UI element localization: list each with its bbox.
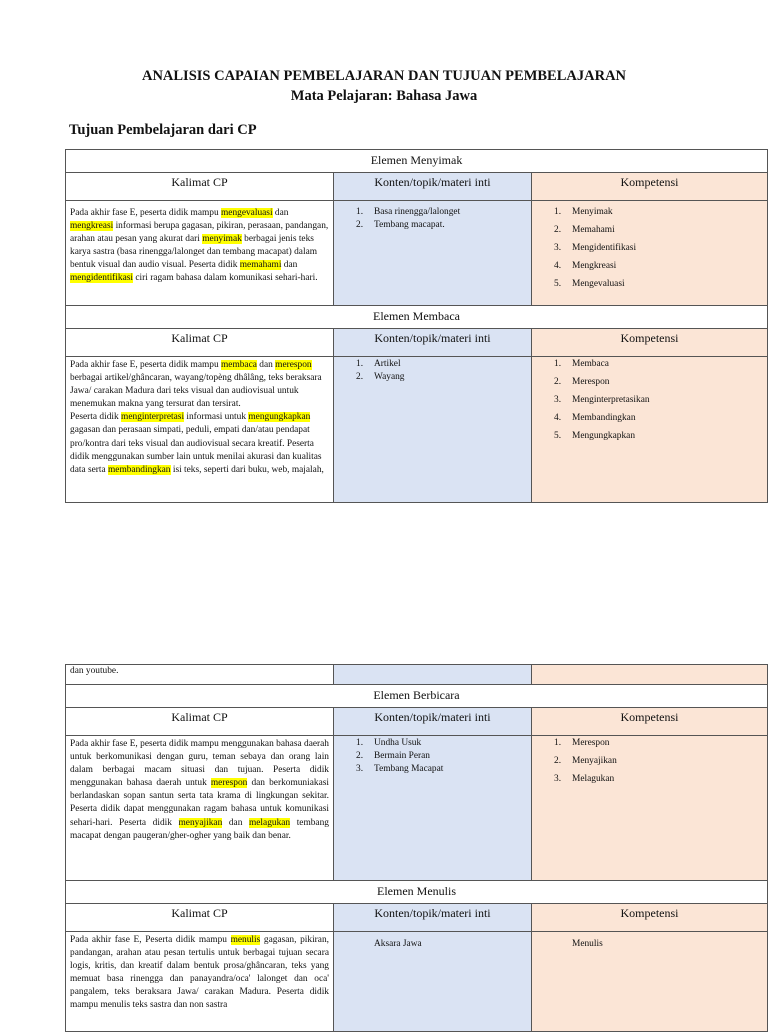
highlight: merespon xyxy=(210,778,248,789)
highlight: melagukan xyxy=(248,817,291,828)
header-kompetensi: Kompetensi xyxy=(532,708,768,736)
konten-membaca xyxy=(334,357,532,503)
list-item: 5. Mengevaluasi xyxy=(554,279,625,290)
header-kompetensi: Kompetensi xyxy=(532,904,768,932)
header-kalimat-cp: Kalimat CP xyxy=(66,329,334,357)
list-item: 1. Artikel xyxy=(356,359,401,369)
list-item: 1. Merespon xyxy=(554,738,610,748)
list-item: 3. Melagukan xyxy=(554,774,615,785)
list-item: 2. Wayang xyxy=(356,372,405,383)
document-title: ANALISIS CAPAIAN PEMBELAJARAN DAN TUJUAN PEMBELAJARAN xyxy=(141,68,627,84)
highlight: membandingkan xyxy=(108,464,171,475)
list-item: 2. Merespon xyxy=(554,377,610,388)
element-title-membaca: Elemen Membaca xyxy=(66,306,768,329)
header-konten: Konten/topik/materi inti xyxy=(334,708,532,736)
cp-table-page-1 xyxy=(65,149,768,503)
kompetensi-berbicara xyxy=(532,736,768,881)
list-item: 2. Memahami xyxy=(554,225,615,236)
highlight: merespon xyxy=(275,360,312,370)
element-title-berbicara: Elemen Berbicara xyxy=(66,685,768,708)
list-item: 2. Bermain Peran xyxy=(356,751,430,762)
cp-text-menulis: Pada akhir fase E, Peserta didik mampu menulis gagasan, pikiran, pandangan, arahan atau pesan tertulis untuk berbagai tujuan secara logis, kritis, dan kreatif dalam bentuk prosa/ghâncaran, teks yang memuat basa rinengga dan panayandra/oca' lalonget dan oca' pangalem, teks beraksara Jawa/ carakan Madura. Peserta didik mampu menulis teks sastra dan non sastra xyxy=(66,932,334,1032)
cp-text-membaca: Pada akhir fase E, peserta didik mampu membaca dan merespon berbagai artikel/ghâncaran, wayang/topèng dhâlâng, teks beraksara Jawa/ carakan Madura dari teks visual dan audiovisual untuk menemukan makna yang tersurat dan tersirat. Peserta didik menginterpretasi informasi untuk mengungkapkan gagasan dan perasaan simpati, peduli, empati dan/atau pendapat pro/kontra dari teks visual dan audiovisual secara kreatif. Peserta didik menggunakan sumber lain untuk menilai akurasi dan kualitas data serta membandingkan isi teks, seperti dari buku, web, majalah, xyxy=(66,357,334,503)
kompetensi-menyimak xyxy=(532,201,768,306)
list-item: 2. Menyajikan xyxy=(554,756,617,767)
kompetensi-membaca-continued xyxy=(532,665,768,685)
highlight: mengungkapkan xyxy=(248,412,311,423)
list-item: 1. Undha Usuk xyxy=(356,738,422,748)
highlight: mengidentifikasi xyxy=(70,273,134,284)
header-kompetensi: Kompetensi xyxy=(532,329,768,357)
cp-text-berbicara: Pada akhir fase E, peserta didik mampu menggunakan bahasa daerah untuk berkomunikasi dengan guru, teman sebaya dan orang lain dalam berbagai macam situasi dan tujuan. Peserta didik menggunakan bahasa daerah untuk merespon dan berkomuniakasi berlandaskan sopan santun serta tata krama di lingkungan sekitar. Peserta didik dapat menggunakan ragam bahasa untuk komunikasi sehari-hari. Peserta didik menyajikan dan melagukan tembang macapat dengan paugeran/gher-ogher yang baik dan benar. xyxy=(66,736,334,881)
element-title-menulis: Elemen Menulis xyxy=(66,881,768,904)
list-item: 1. Menyimak xyxy=(554,207,613,217)
list-item: 4. Membandingkan xyxy=(554,413,636,424)
cp-text-menyimak: Pada akhir fase E, peserta didik mampu mengevaluasi dan mengkreasi informasi berupa gagasan, pikiran, perasaan, pandangan, arahan atau pesan yang akurat dari menyimak berbagai jenis teks karya sastra (basa rinengga/lalonget dan tembang macapat) dalam bentuk visual dan audio visual. Peserta didik memahami dan mengidentifikasi ciri ragam bahasa dalam komunikasi sehari-hari. xyxy=(66,201,334,306)
list-item: 3. Tembang Macapat xyxy=(356,764,444,775)
list-item: 4. Mengkreasi xyxy=(554,261,617,272)
document-subtitle: Mata Pelajaran: Bahasa Jawa xyxy=(290,88,478,104)
element-title-menyimak: Elemen Menyimak xyxy=(66,150,768,173)
konten-menyimak xyxy=(334,201,532,306)
header-konten: Konten/topik/materi inti xyxy=(334,904,532,932)
header-kalimat-cp: Kalimat CP xyxy=(66,708,334,736)
list-item: 1. Basa rinengga/lalonget xyxy=(356,207,461,217)
highlight: menginterpretasi xyxy=(121,412,185,423)
konten-menulis: Aksara Jawa xyxy=(334,932,532,1032)
kompetensi-membaca xyxy=(532,357,768,503)
konten-berbicara xyxy=(334,736,532,881)
header-kompetensi: Kompetensi xyxy=(532,173,768,201)
header-konten: Konten/topik/materi inti xyxy=(334,173,532,201)
highlight: menulis xyxy=(230,935,261,945)
section-title: Tujuan Pembelajaran dari CP xyxy=(69,122,257,138)
highlight: mengevaluasi xyxy=(221,208,273,218)
header-konten: Konten/topik/materi inti xyxy=(334,329,532,357)
list-item: 2. Tembang macapat. xyxy=(356,220,445,231)
header-kalimat-cp: Kalimat CP xyxy=(66,173,334,201)
list-item: 3. Menginterpretasikan xyxy=(554,395,650,406)
header-kalimat-cp: Kalimat CP xyxy=(66,904,334,932)
list-item: 1. Membaca xyxy=(554,359,609,369)
list-item: 5. Mengungkapkan xyxy=(554,431,636,442)
kompetensi-menulis: Menulis xyxy=(532,932,768,1032)
list-item: 3. Mengidentifikasi xyxy=(554,243,637,254)
highlight: membaca xyxy=(221,360,257,370)
cp-text-membaca-continued: dan youtube. xyxy=(66,665,334,685)
highlight: menyajikan xyxy=(178,817,223,828)
highlight: mengkreasi xyxy=(70,221,114,232)
highlight: menyimak xyxy=(202,234,242,245)
cp-table-page-2 xyxy=(65,664,768,1032)
konten-membaca-continued xyxy=(334,665,532,685)
highlight: memahami xyxy=(239,260,282,271)
